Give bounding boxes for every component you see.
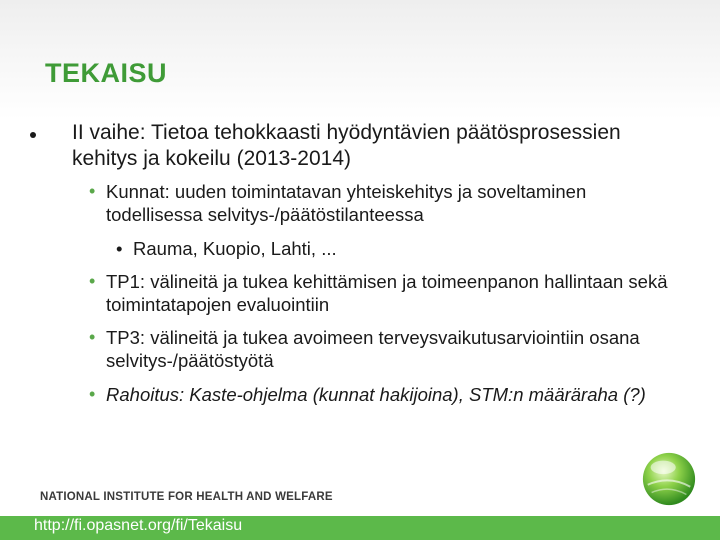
bullet-dot-icon: •: [116, 238, 123, 259]
sub-bullet-text: TP1: välineitä ja tukea kehittämisen ja toimeenpanon hallintaan sekä toimintatapojen evaluointiin: [106, 271, 668, 315]
sub-sub-bullet-cities: [116, 237, 673, 260]
sub-bullet-tp3: [89, 326, 686, 372]
slide-title: TEKAISU: [45, 58, 168, 88]
bullet-dot-icon: •: [89, 271, 96, 291]
bullet-dot-icon: [30, 132, 36, 138]
main-bullet: [72, 120, 672, 172]
green-globe-logo-icon: [640, 450, 698, 508]
sub-bullet-text: Kunnat: uuden toimintatavan yhteiskehitys ja soveltaminen todellisessa selvitys-/päätöstilanteessa: [106, 181, 587, 225]
sub-bullet-text: Rahoitus: Kaste-ohjelma (kunnat hakijoina), STM:n määräraha (?): [106, 384, 646, 405]
sub-bullet-tp1: [89, 270, 686, 316]
bullet-dot-icon: •: [89, 327, 96, 347]
footer-url-link[interactable]: http://fi.opasnet.org/fi/Tekaisu: [34, 517, 243, 534]
sub-bullet-rahoitus: [89, 383, 686, 406]
organization-name: NATIONAL INSTITUTE FOR HEALTH AND WELFARE: [40, 491, 333, 503]
sub-bullet-text: TP3: välineitä ja tukea avoimeen terveysvaikutusarviointiin osana selvitys-/päätöstyötä: [106, 327, 640, 371]
main-bullet-text: II vaihe: Tietoa tehokkaasti hyödyntävien päätösprosessien kehitys ja kokeilu (2013-2014): [72, 121, 621, 170]
sub-bullet-kunnat: [89, 180, 686, 226]
bullet-dot-icon: •: [89, 384, 96, 404]
sub-sub-bullet-text: Rauma, Kuopio, Lahti, ...: [133, 238, 337, 259]
bullet-dot-icon: •: [89, 181, 96, 201]
